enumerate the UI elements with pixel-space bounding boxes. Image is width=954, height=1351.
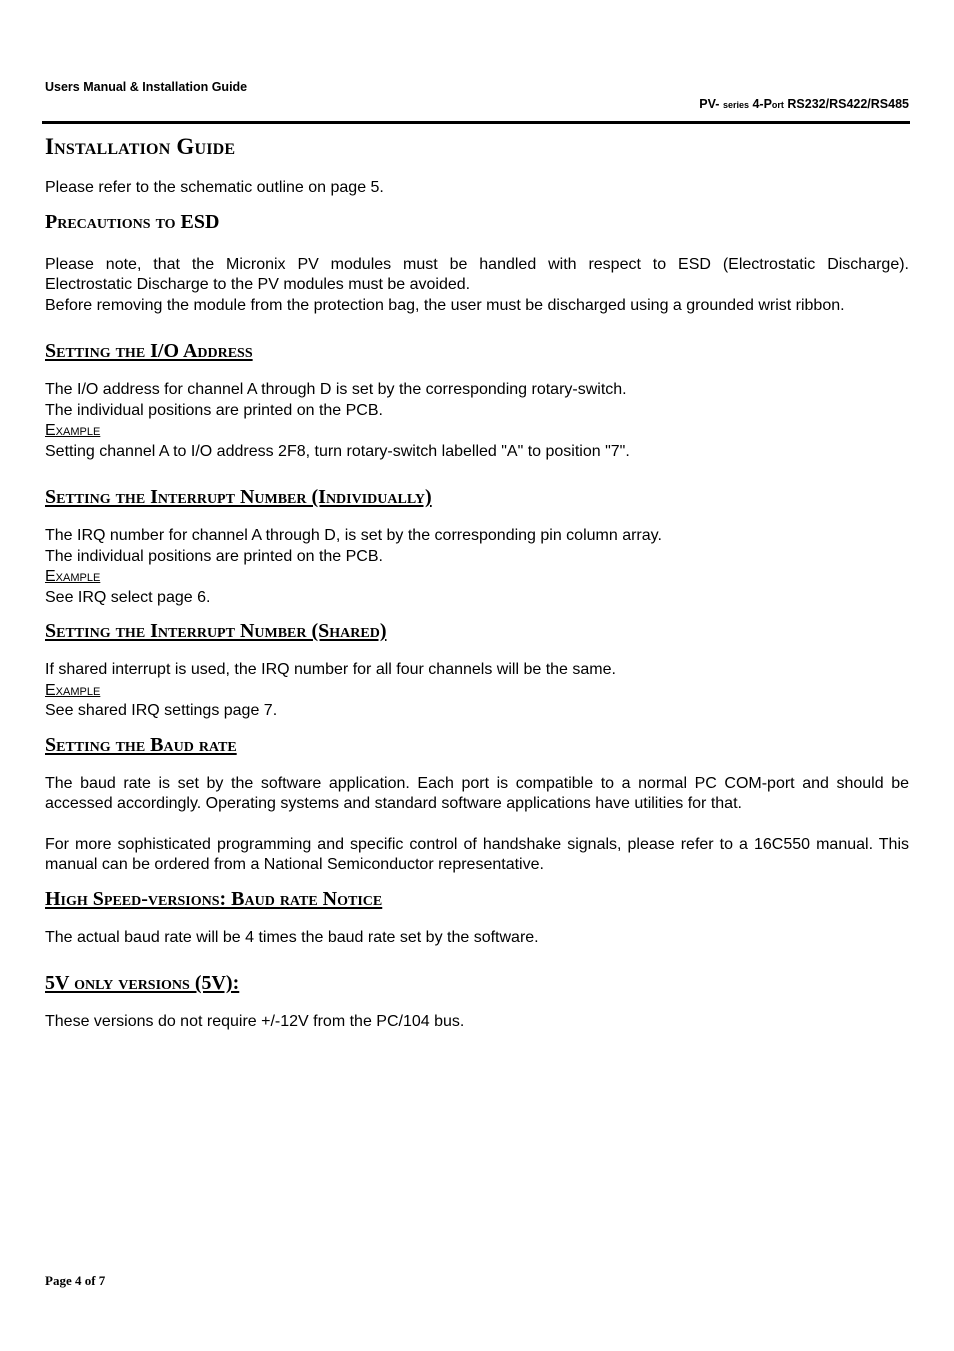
- io-body: [45, 380, 909, 462]
- baud-para-1: The baud rate is set by the software application. Each port is compatible to a normal PC COM-port and should be accessed accordingly. Operating systems and standard software applications have utilities for that.: [45, 774, 909, 812]
- highspeed-heading: High Speed-versions: Baud rate Notice: [45, 887, 383, 910]
- irq-shared-heading: Setting the Interrupt Number (Shared): [45, 620, 387, 642]
- esd-line-2: Electrostatic Discharge to the PV modules must be avoided.: [45, 276, 471, 293]
- running-header-right: PV- series 4-Port RS232/RS422/RS485: [699, 97, 909, 111]
- io-heading: Setting the I/O Address: [45, 340, 253, 362]
- fivev-heading: 5V only versions (5V):: [45, 972, 240, 994]
- highspeed-line-1: The actual baud rate will be 4 times the baud rate set by the software.: [45, 928, 539, 946]
- baud-para-2: For more sophisticated programming and specific control of handshake signals, please refer to a 16C550 manual. This manual can be ordered from a National Semiconductor representative.: [45, 835, 909, 873]
- io-example: Setting channel A to I/O address 2F8, turn rotary-switch labelled "A" to position "7".: [45, 442, 630, 460]
- fivev-line-1: These versions do not require +/-12V from the PC/104 bus.: [45, 1013, 465, 1030]
- irq-shared-example: See shared IRQ settings page 7.: [45, 702, 278, 719]
- irq-individual-example-label: Example: [45, 568, 101, 585]
- baud-body: [45, 774, 909, 876]
- esd-line-3: Before removing the module from the protection bag, the user must be discharged using a grounded wrist ribbon.: [45, 296, 845, 314]
- irq-shared-line-1: If shared interrupt is used, the IRQ number for all four channels will be the same.: [45, 661, 616, 678]
- header-rule: [42, 121, 910, 124]
- irq-shared-example-label: Example: [45, 681, 101, 699]
- irq-individual-line-2: The individual positions are printed on the PCB.: [45, 547, 383, 565]
- esd-heading: Precautions to ESD: [45, 210, 220, 233]
- irq-individual-line-1: The IRQ number for channel A through D, is set by the corresponding pin column array.: [45, 527, 662, 544]
- io-line-2: The individual positions are printed on the PCB.: [45, 401, 383, 419]
- baud-heading: Setting the Baud rate: [45, 733, 237, 756]
- intro-text: Please refer to the schematic outline on page 5.: [45, 179, 384, 196]
- irq-shared-body: [45, 660, 909, 722]
- io-line-1: The I/O address for channel A through D is set by the corresponding rotary-switch.: [45, 381, 627, 398]
- io-example-label: Example: [45, 422, 101, 439]
- esd-body: [45, 255, 909, 317]
- irq-individual-example: See IRQ select page 6.: [45, 588, 211, 606]
- page-title: Installation Guide: [45, 134, 236, 159]
- esd-line-1: Please note, that the Micronix PV modules must be handled with respect to ESD (Electrostatic Discharge).: [45, 255, 909, 273]
- irq-individual-body: [45, 526, 909, 608]
- page-content: [45, 130, 909, 1033]
- irq-individual-heading: Setting the Interrupt Number (Individually): [45, 486, 432, 508]
- page-number: Page 4 of 7: [45, 1273, 106, 1288]
- running-header-left: Users Manual & Installation Guide: [45, 80, 248, 94]
